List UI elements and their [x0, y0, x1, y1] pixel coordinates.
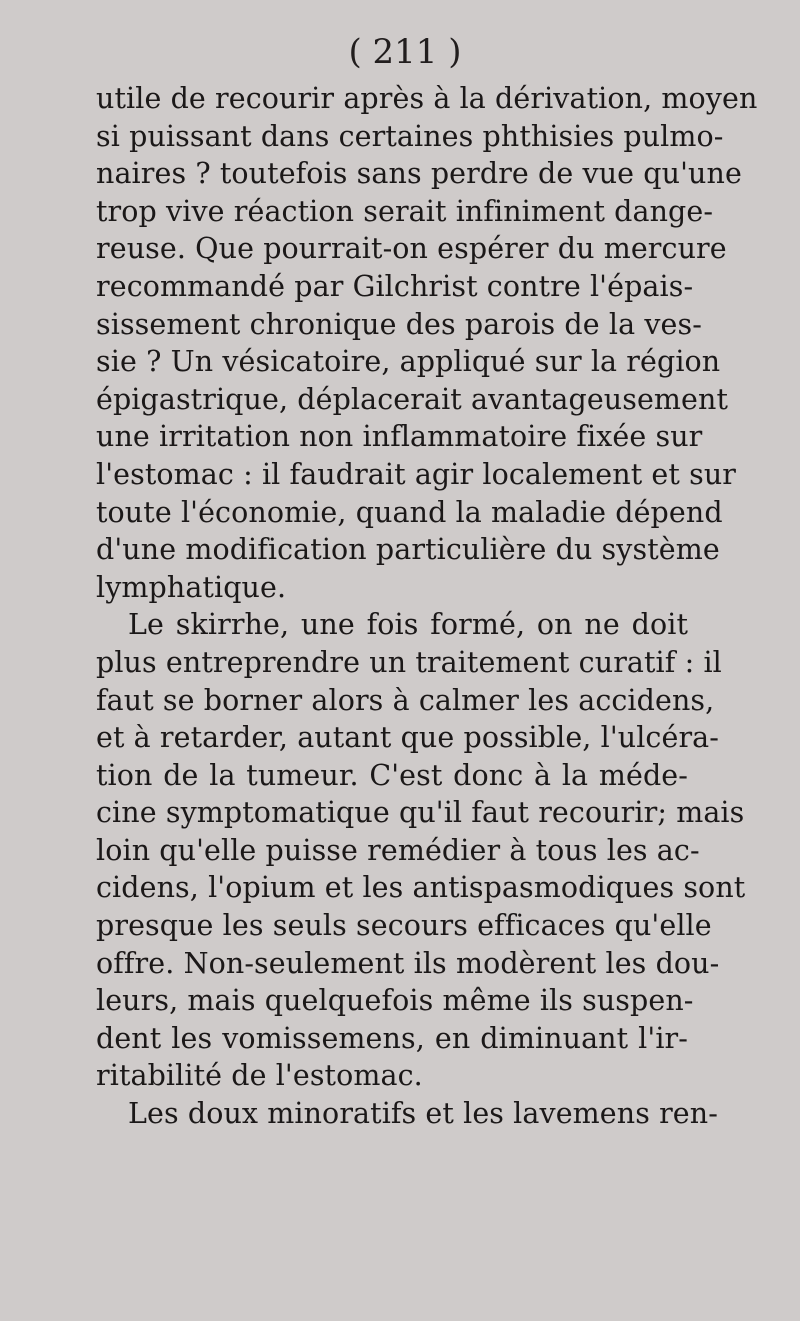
text-line: si puissant dans certaines phthisies pulmo-	[96, 119, 724, 153]
text-line: presque les seuls secours efficaces qu'elle	[96, 909, 712, 943]
text-line: cine symptomatique qu'il faut recourir; mais	[96, 796, 745, 830]
text-line: plus entreprendre un traitement curatif : il	[96, 645, 722, 679]
text-line: reuse. Que pourrait-on espérer du mercure	[96, 232, 727, 266]
text-line: recommandé par Gilchrist contre l'épais-	[96, 269, 694, 303]
text-line: lymphatique.	[96, 570, 287, 604]
page-number: ( 211 )	[348, 32, 462, 72]
text-line: ritabilité de l'estomac.	[96, 1059, 423, 1093]
text-line: l'estomac : il faudrait agir localement et sur	[96, 457, 737, 491]
text-line: et à retarder, autant que possible, l'ulcéra-	[96, 721, 719, 755]
text-line: une irritation non inflammatoire fixée sur	[96, 420, 703, 454]
text-line: leurs, mais quelquefois même ils suspen-	[96, 984, 694, 1018]
text-line: cidens, l'opium et les antispasmodiques sont	[96, 871, 746, 905]
text-line: Les doux minoratifs et les lavemens ren-	[128, 1097, 718, 1131]
text-line: Le skirrhe, une fois formé, on ne doit	[128, 608, 688, 642]
text-line: tion de la tumeur. C'est donc à la méde-	[96, 758, 688, 792]
text-line: sissement chronique des parois de la ves-	[96, 307, 702, 341]
text-line: faut se borner alors à calmer les accidens,	[96, 683, 715, 717]
text-line: utile de recourir après à la dérivation, moyen	[96, 82, 758, 115]
body-text	[96, 80, 758, 1133]
text-line: offre. Non-seulement ils modèrent les dou-	[96, 946, 720, 980]
text-line: loin qu'elle puisse remédier à tous les ac-	[96, 833, 700, 867]
text-line: sie ? Un vésicatoire, appliqué sur la région	[96, 345, 721, 379]
text-line: trop vive réaction serait infiniment dange-	[96, 194, 714, 228]
text-line: toute l'économie, quand la maladie dépend	[96, 495, 723, 529]
text-line: d'une modification particulière du système	[96, 533, 720, 567]
text-line: dent les vomissemens, en diminuant l'ir-	[96, 1021, 688, 1055]
text-line: naires ? toutefois sans perdre de vue qu'une	[96, 157, 742, 191]
text-line: épigastrique, déplacerait avantageusement	[96, 382, 729, 416]
